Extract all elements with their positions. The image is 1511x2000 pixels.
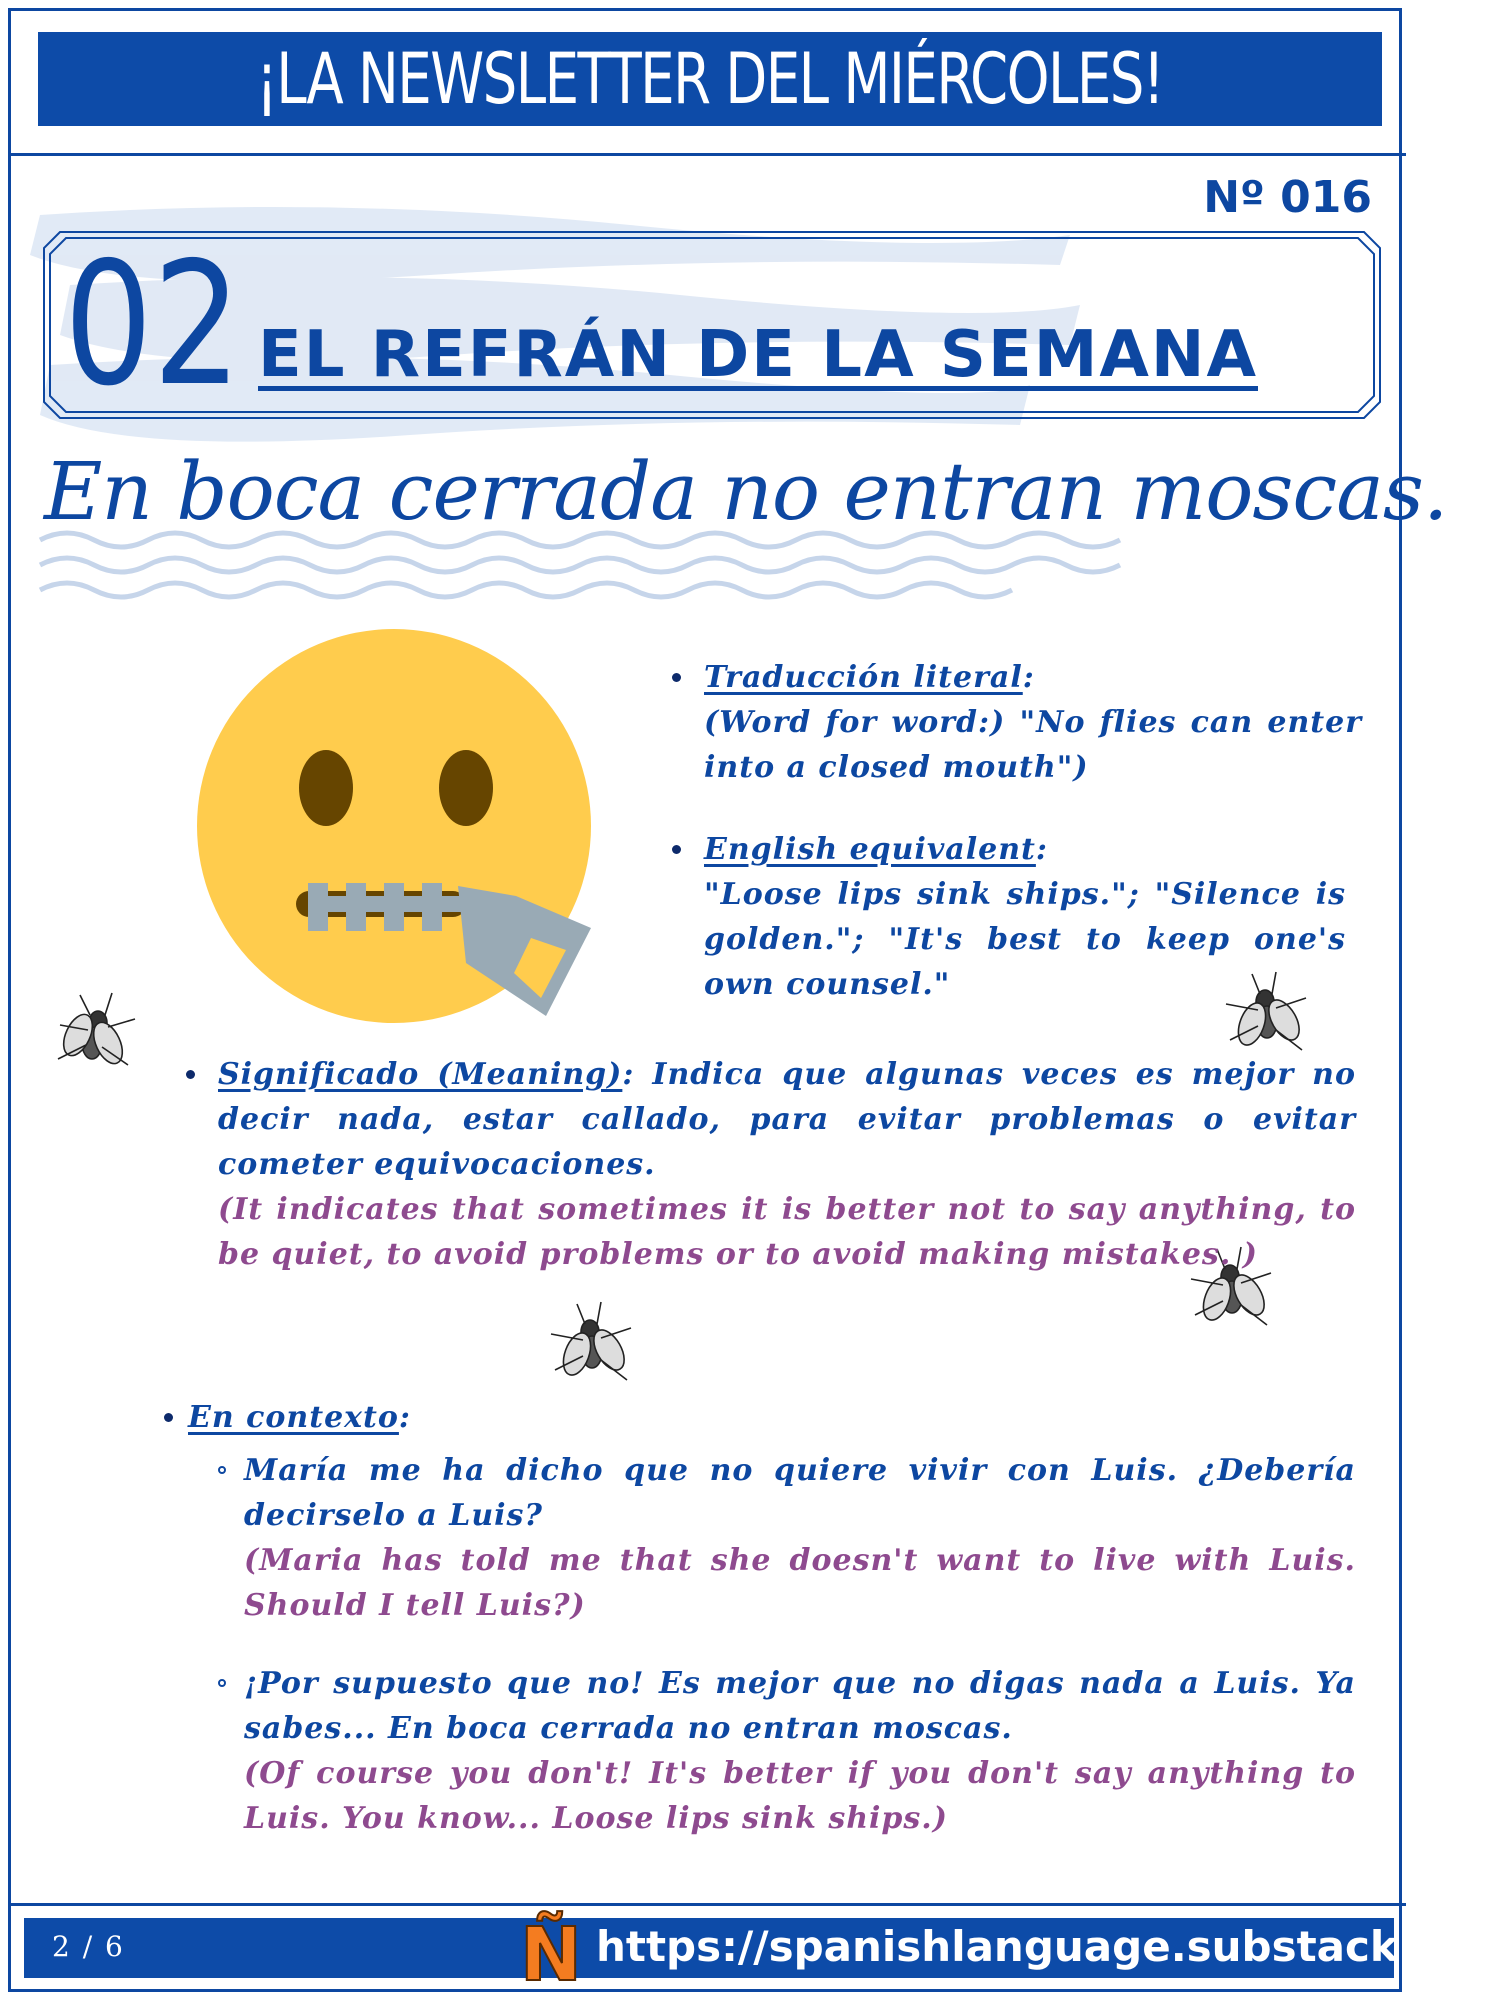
english-equivalent-label: English equivalent — [704, 832, 1036, 867]
bullet — [164, 1413, 173, 1422]
meaning-translation: (It indicates that sometimes it is better not to say anything, to be quiet, to avoid problems or to avoid making mistakes. ) — [218, 1192, 1356, 1272]
context-example-spanish: María me ha dicho que no quiere vivir con Luis. ¿Debería decirselo a Luis? — [244, 1453, 1356, 1533]
context-heading — [188, 1395, 411, 1440]
literal-translation-text: (Word for word:) "No flies can enter into a closed mouth") — [704, 705, 1362, 785]
meaning-label: Significado (Meaning) — [218, 1057, 623, 1092]
literal-translation-label: Traducción literal — [704, 660, 1023, 695]
context-colon: : — [398, 1400, 411, 1435]
context-label: En contexto — [188, 1400, 399, 1435]
wave-decoration — [40, 525, 1130, 615]
zipper-mouth-face-icon — [196, 628, 596, 1028]
english-colon: : — [1035, 832, 1048, 867]
footer-url-link[interactable]: https://spanishlanguage.substack.com — [596, 1922, 1511, 1971]
meaning-text: : Indica que algunas veces es mejor no decir nada, estar callado, para evitar problemas o evitar cometer equivocaciones. — [218, 1057, 1356, 1182]
header-divider — [8, 153, 1406, 156]
bullet — [672, 845, 681, 854]
context-example-english: (Maria has told me that she doesn't want to live with Luis. Should I tell Luis?) — [244, 1543, 1356, 1623]
meaning-item — [218, 1052, 1356, 1277]
sub-bullet — [218, 1679, 226, 1687]
svg-text:Ñ: Ñ — [520, 1912, 582, 1998]
sub-bullet — [218, 1466, 226, 1474]
context-example-spanish: ¡Por supuesto que no! Es mejor que no digas nada a Luis. Ya sabes... En boca cerrada no entran moscas. — [244, 1666, 1356, 1746]
proverb-heading: En boca cerrada no entran moscas. — [44, 445, 1448, 538]
issue-number: Nº 016 — [1203, 172, 1372, 223]
section-title: EL REFRÁN DE LA SEMANA — [258, 318, 1258, 392]
context-example — [244, 1661, 1356, 1841]
bullet — [186, 1070, 195, 1079]
context-example — [244, 1448, 1356, 1628]
literal-translation-item — [704, 655, 1362, 790]
english-equivalent-item — [704, 827, 1346, 1007]
english-equivalent-text: "Loose lips sink ships."; "Silence is golden."; "It's best to keep one's own counsel." — [704, 877, 1346, 1002]
bullet — [672, 673, 681, 682]
context-example-english: (Of course you don't! It's better if you don't say anything to Luis. You know... Loose lips sink ships.) — [244, 1756, 1356, 1836]
newsletter-title: ¡LA NEWSLETTER DEL MIÉRCOLES! — [256, 38, 1164, 120]
fly-icon — [50, 985, 140, 1075]
page-number: 2 / 6 — [52, 1930, 125, 1963]
fly-icon — [545, 1298, 635, 1388]
section-number: 02 — [64, 226, 242, 424]
literal-colon: : — [1022, 660, 1035, 695]
spanish-n-logo-icon — [520, 1910, 582, 1998]
newsletter-header — [38, 32, 1382, 126]
footer-divider — [8, 1903, 1406, 1906]
